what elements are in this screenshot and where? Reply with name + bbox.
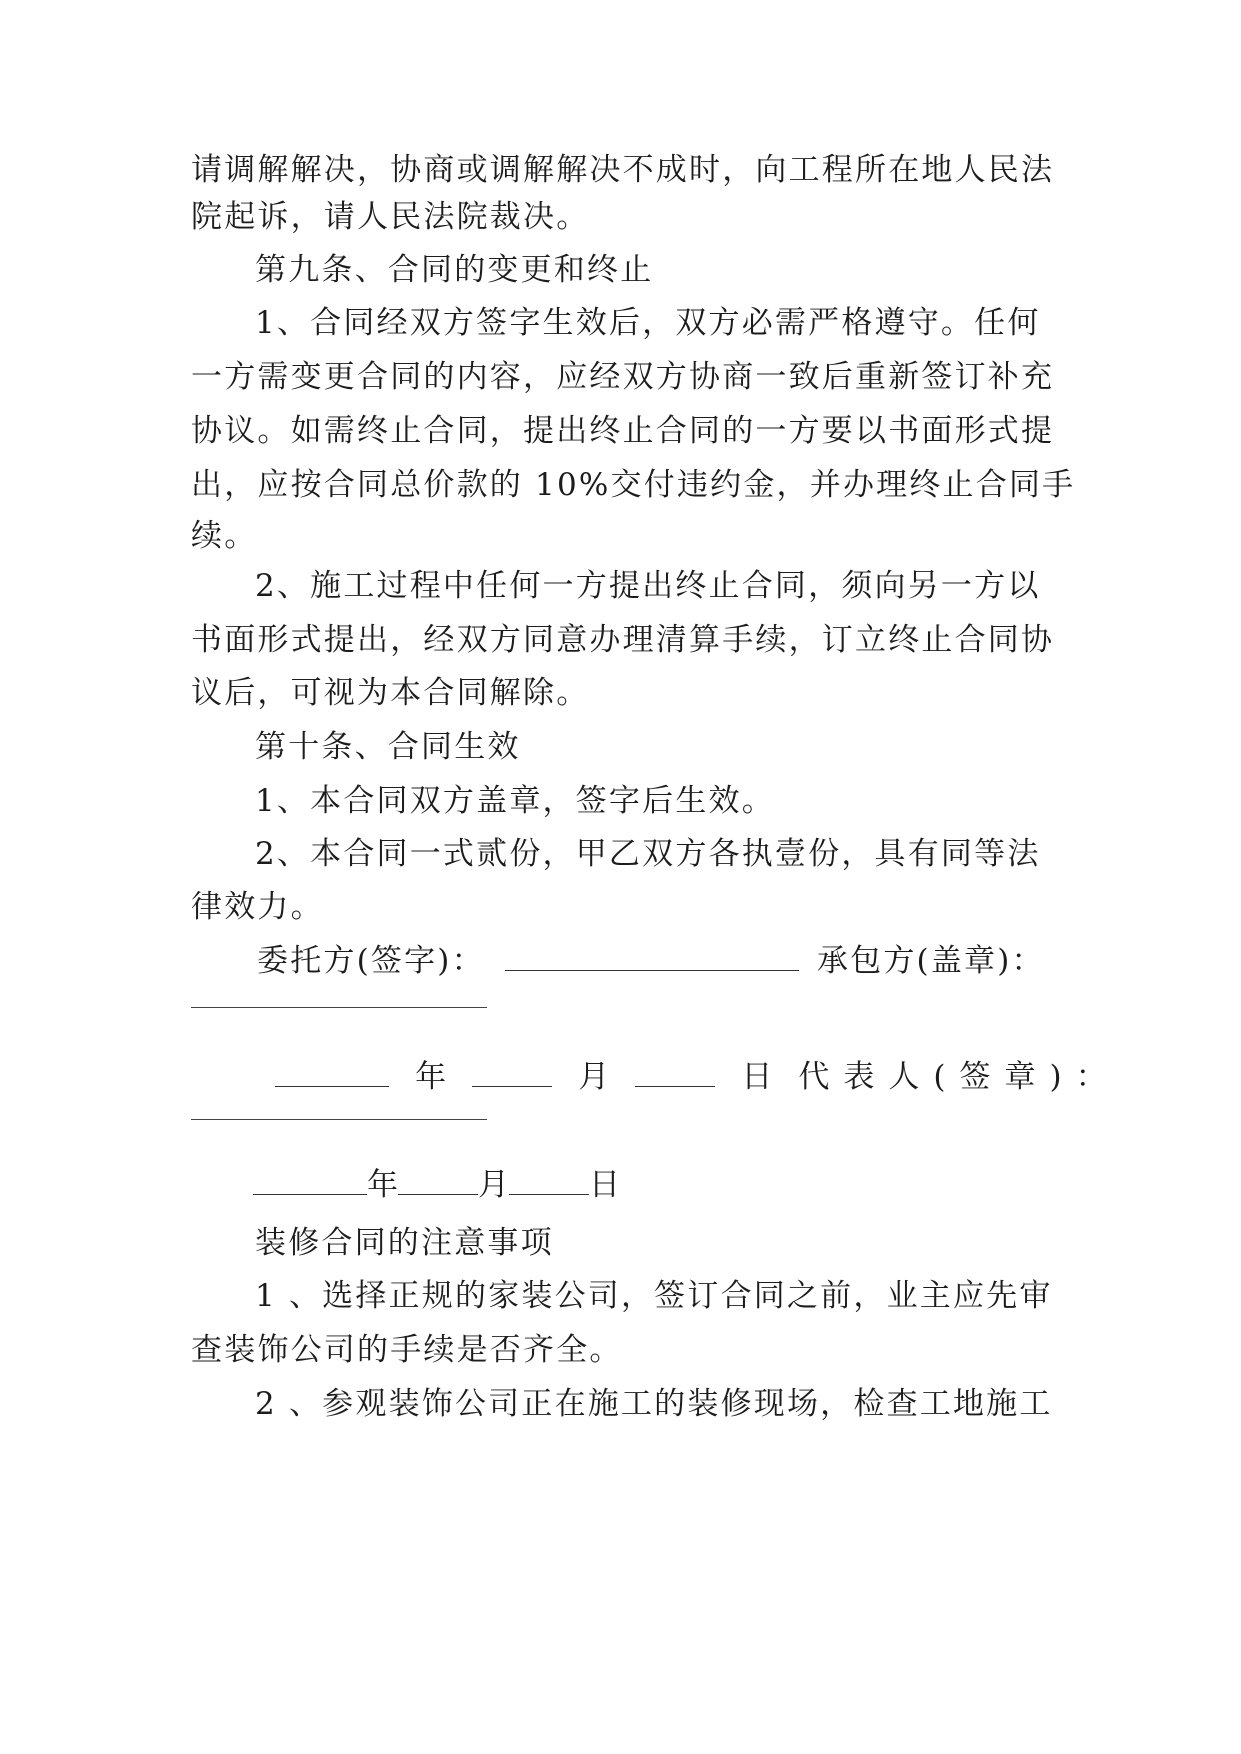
paragraph-line: 一方需变更合同的内容，应经双方协商一致后重新签订补充 — [191, 359, 1055, 395]
paragraph-line: 请调解解决，协商或调解解决不成时，向工程所在地人民法 — [191, 152, 1055, 188]
paragraph-line: 院起诉，请人民法院裁决。 — [191, 199, 590, 235]
paragraph-line: 续。 — [191, 518, 258, 554]
representative-label: 代表人(签章)： — [798, 1059, 1121, 1095]
year-label: 年 — [367, 1167, 398, 1203]
paragraph-line: 书面形式提出，经双方同意办理清算手续，订立终止合同协 — [191, 622, 1055, 658]
day-label: 日 — [741, 1059, 787, 1095]
client-signature-blank[interactable] — [505, 944, 799, 971]
notes-heading: 装修合同的注意事项 — [255, 1225, 554, 1261]
paragraph-line: 2、本合同一式贰份，甲乙双方各执壹份，具有同等法 — [255, 836, 1041, 872]
signature-row-parties — [257, 941, 1047, 981]
day-blank[interactable] — [635, 1060, 715, 1087]
month-label: 月 — [578, 1059, 624, 1095]
month-blank[interactable] — [472, 1060, 552, 1087]
section-heading-article-10: 第十条、合同生效 — [255, 729, 521, 765]
paragraph-line: 1、本合同双方盖章，签字后生效。 — [255, 783, 775, 819]
year-blank[interactable] — [275, 1060, 389, 1087]
day-label: 日 — [589, 1167, 620, 1203]
signature-row-date-representative — [275, 1057, 1121, 1097]
representative-signature-blank[interactable] — [191, 1119, 487, 1120]
paragraph-line: 协议。如需终止合同，提出终止合同的一方要以书面形式提 — [191, 413, 1055, 449]
month-blank[interactable] — [398, 1168, 478, 1195]
year-blank[interactable] — [253, 1168, 367, 1195]
signature-row-date — [253, 1165, 853, 1205]
year-label: 年 — [415, 1059, 461, 1095]
paragraph-line: 1、合同经双方签字生效后，双方必需严格遵守。任何 — [255, 305, 1041, 341]
notes-line: 查装饰公司的手续是否齐全。 — [191, 1332, 623, 1368]
paragraph-line: 出，应按合同总价款的 10%交付违约金，并办理终止合同手 — [191, 467, 1076, 503]
paragraph-line: 议后，可视为本合同解除。 — [191, 675, 590, 711]
paragraph-line: 2、施工过程中任何一方提出终止合同，须向另一方以 — [255, 568, 1041, 604]
day-blank[interactable] — [509, 1168, 589, 1195]
paragraph-line: 律效力。 — [191, 889, 324, 925]
contractor-signature-blank[interactable] — [191, 1007, 487, 1008]
client-signature-label: 委托方(签字)： — [257, 943, 485, 979]
month-label: 月 — [478, 1167, 509, 1203]
notes-line: 2 、参观装饰公司正在施工的装修现场，检查工地施工 — [255, 1386, 1053, 1422]
notes-line: 1 、选择正规的家装公司，签订合同之前，业主应先审 — [255, 1278, 1053, 1314]
contractor-seal-label: 承包方(盖章)： — [816, 943, 1045, 979]
section-heading-article-9: 第九条、合同的变更和终止 — [255, 252, 654, 288]
